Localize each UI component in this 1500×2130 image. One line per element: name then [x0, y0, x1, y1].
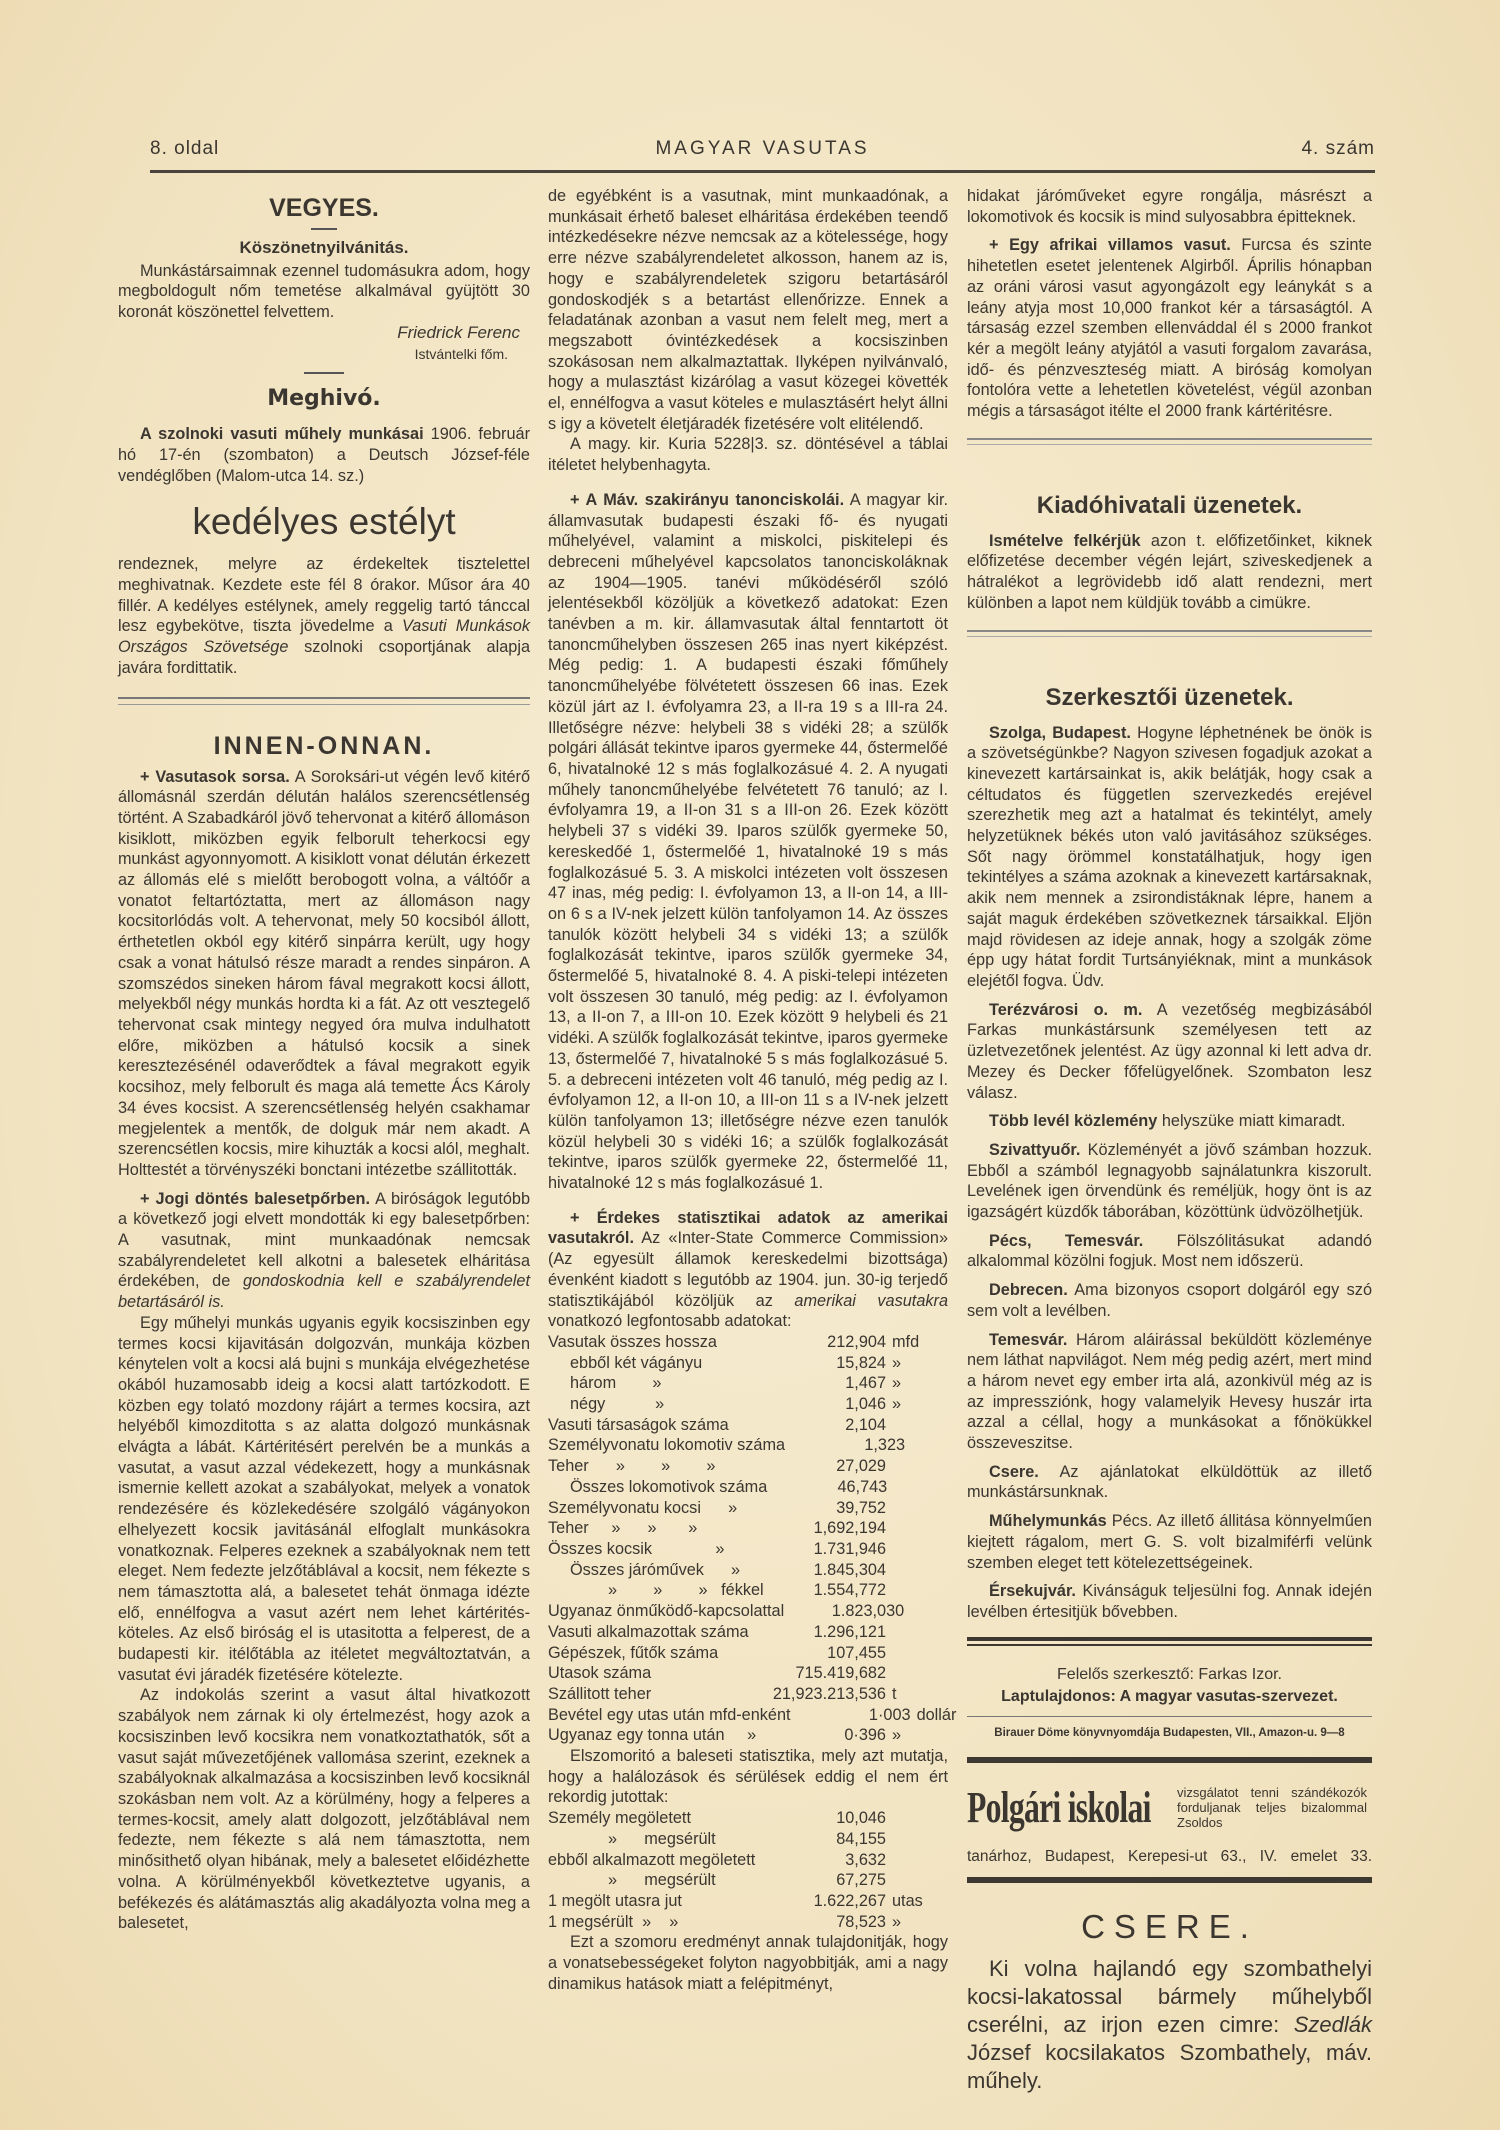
stat-value: 3,632 — [845, 1850, 886, 1869]
stat-label: Összes járóművek » — [570, 1560, 741, 1579]
message-recipient: Temesvár. — [989, 1330, 1068, 1349]
lead-text: + Vasutasok sorsa. — [140, 767, 290, 786]
article-text: Egy műhelyi munkás ugyanis egyik kocsiszinben egy termes kocsi kijavitásán dolgozván, munkája közben kénytelen volt a kocsi alá bujni s munkája elvégezhetése okából huzamosabb ideig a kocsi alatt tartózkodott. E közben egy tolató mozdony rájárt a termes kocsira, azt helyéből kimozditotta s az alatta dolgozó munkásnak elvágta a lábát. Kártéritésért perelvén be a munkás a vasutat, a vasut azzal védekezett, hogy a munkásnak ismernie kellett azokat a szabályokat, melyek a vonatok rendezésére és közlekedésére szolgáló vágányokon elhelyezett kocsik javitásánál elfoglalt munkásokra vonatkoznak. Felperes ezeknek a szabályoknak nem tett eleget. Nem fedezte jelzőtáblával a kocsit, nem fékezte s nem támasztotta alá, a balesetet tehát önmaga idézte elő, ennélfogva a vasut azért nem lehet kártérités-köteles. Az első biróság el is utasitotta a felperest, de a budapesti kir. itélőtábla az itéletet megváltoztatván, a vasutat évi járadék fizetésére kötelezte. — [118, 1313, 530, 1684]
stat-label: három » — [570, 1374, 662, 1393]
editorial-message — [967, 1140, 1372, 1223]
stat-row — [548, 1498, 948, 1519]
printer-line: Birauer Döme könyvnyomdája Budapesten, VII., Amazon-u. 9—8 — [967, 1716, 1372, 1744]
rule — [967, 1637, 1372, 1641]
stat-value: 1.845,304 — [813, 1560, 886, 1579]
stat-row — [548, 1870, 948, 1891]
italic-text: Szedlák — [1293, 2012, 1372, 2038]
stat-label: Teher » » » — [548, 1457, 716, 1476]
stat-value: 1,692,194 — [813, 1519, 886, 1538]
stat-value: 1.622,267 — [813, 1891, 886, 1910]
editorial-message — [967, 723, 1372, 992]
body-text: A biróságok legutóbb a következő jogi elvett mondották ki egy balesetpőrben: A vasutnak, mint munkaadónak nemcsak szabályrendeletet kell alkotni a balesetek elháritása érdekében, de — [118, 1189, 531, 1291]
editorial-messages — [967, 723, 1372, 1623]
section-title-csere: CSERE. — [1081, 1908, 1258, 1946]
body-text: A magyar kir. államvasutak budapesti északi fő- és nyugati műhelyével, valamint a miskolci, piskitelepi és debreceni műhelyével kapcsolatos tanonciskoláknak az 1904—1905. tanévi működéséről szóló jelentésekből közöljük a következő adatokat: Ezen tanévben a m. kir. államvasutak által fenntartott öt tanoncműhelyben összesen 265 inas nyert kiképzést. Még pedig: 1. A budapesti északi főműhely tanoncműhelyébe fölvétetett összesen 66 inas. Ezek közül járt az I. évfolyamra 23, a II-ra 19 s a III-ra 24. Illetőségre nézve: helybeli 38 s vidéki 28; a szülők polgári állását tekintve iparos gyermeke 44, őstermelőé 6, hivatalnoké 12 s más foglalkozásué 4. 2. A nyugati műhely tanoncműhelyébe felvétetett 76 tanuló; az I. évfolyamra 19, a II-on 31 s a III-on 26. Ezek között helybeli 37 s vidéki 39. Iparos szülők gyermeke 50, kereskedőé 1, őstermelőé 1, hivatalnoké 19 s más foglalkozásué 5. 3. A miskolci intézeten volt összesen 47 inas, még pedig: I. évfolyamon 13, a II-on 14, a III-on 6 s a IV-nek jelzett külön tanfolyamon 14. Az összes tanulók között helybeli 34 s vidéki 13; a szülők foglalkozását tekintve, iparos szülők gyermeke 34, őstermelőé 5, hivatalnoké 8. 4. A piski-telepi intézeten volt összesen 30 tanuló, még pedig: az I. évfolyamon 13, a II-on 7, a III-on 10. Ezek között 9 helybeli és 21 vidéki. A szülők foglalkozását tekintve, iparos gyermeke 13, őstermelőé 7, hivatalnoké 5 s más foglalkozásué 5. 5. a debreceni intézeten volt 46 tanuló, még pedig az I. évfolyamon 12, a II-on 10, a III-on 11 s a IV-nek jelzett külön tanfolyamon 13; illetőségre nézve ezen tanulók közül helybeli 30 s vidéki 16; a szülők foglalkozását tekintve, iparos szülők gyermeke 22, őstermelőé 11, hivatalnoké 12 s más foglalkozásué 1. — [548, 490, 949, 1193]
column-left — [118, 186, 530, 1934]
stat-value: 212,904 — [827, 1332, 886, 1351]
stat-row — [548, 1891, 948, 1912]
page-number: 8. oldal — [150, 138, 220, 159]
stat-label: Személy megöletett — [548, 1809, 691, 1828]
stat-label: Utasok száma — [548, 1664, 652, 1683]
stat-row — [548, 1601, 948, 1622]
stat-row — [548, 1850, 948, 1871]
divider — [311, 228, 337, 230]
body-text: vonatkozó legfontosabb adatokat: — [548, 1312, 792, 1331]
message-text: Kivánságuk teljesülni fog. Annak idején levélben értesitjük bővebben. — [967, 1582, 1372, 1621]
message-text: Közleményét a jövő számban hozzuk. Ebből a számból legnagyobb sajnálatunkra kiszorult. Levelének igen örvendünk és reméljük, hogy önt is az igazságért küzdők táborában, közöttünk üdvözölhetjük. — [967, 1140, 1372, 1222]
article-text — [967, 235, 1372, 421]
stat-label: Ugyanaz egy tonna után » — [548, 1726, 757, 1745]
section-title-innen-onnan: INNEN-ONNAN. — [213, 731, 435, 760]
stat-row — [548, 1332, 948, 1353]
stat-value: 78,523 — [836, 1912, 886, 1931]
stat-label: 1 megsérült » » — [548, 1912, 679, 1931]
stat-unit: » — [892, 1395, 902, 1414]
advertisement-polgari-iskolai — [967, 1781, 1372, 1871]
body-text: szolnoki csoportjának alapja javára fordittatik. — [118, 638, 531, 677]
editorial-message — [967, 1330, 1372, 1454]
stat-unit: mfd — [892, 1332, 920, 1351]
article-text — [118, 554, 530, 678]
header-rule — [150, 170, 1375, 173]
message-recipient: Érsekujvár. — [989, 1582, 1076, 1601]
article-text — [118, 1189, 530, 1313]
stat-value: 10,046 — [836, 1809, 886, 1828]
stat-unit — [886, 1415, 948, 1436]
rule — [967, 1757, 1372, 1763]
stat-value: 107,455 — [827, 1643, 886, 1662]
body-text: A Soroksári-ut végén levő kitérő állomásnál szerdán délután halálos szerencsétlenség történt. A Szabadkáról jövő tehervonat a kitérő állomáson kisiklott, miközben egyik felborult teherkocsi egy munkást agyonnyomott. A kisiklott vonat délután érkezett az állomás elé s mielőtt berobogott volna, a váltóőr a vonatot feltartóztatta, mert az állomáson nagy kocsitorlódás volt. A tehervonat, mely 50 kocsiból állott, érthetetlen okból egy kitérő sinpárra került, ugy hogy csak a vonat hátulsó része maradt a rendes sinpáron. A szomszédos sineken három fával megrakott kocsi állott, melyekből négy munkás hordta ki a fát. Az ott vesztegelő tehervonat csak mintegy negyed óra mulva indulhatott előre, miközben a hátulsó kocsik a sinek keresztezésénél odaverődtek a fával megrakott egyik kocsihoz, mely felborult és maga alá temette Ács Károly 34 éves kocsist. A szerencsétlenség helyén csakhamar megjelentek a mentők, de dolguk már nem akadt. A szerencsétlen kocsis, mire kihuzták a kocsi alól, meghalt. Holttestét a törvényszéki bonctani intézetbe szállitották. — [118, 767, 530, 1179]
editorial-message — [967, 1280, 1372, 1321]
article-text: de egyébként is a vasutnak, mint munkaadónak, a munkásait érhető baleset elháritása érdekében teendő intézkedésekre nézve nemcsak az a kötelessége, hogy erre nézve szabályrendeletet alkosson, hanem az is, hogy e szabályrendeletek szigoru betartásáról gondoskodjék s a betartást ellenőrizze. Ennek a feladatának azonban a vasut nem felelt meg, mert a megszabott óvintézkedések a kocsiszinben szokásosan nem alkalmaztattak. Ilyképen nyilvánvaló, hogy a mulasztást kizárólag a vasut közegei követték el, ennélfogva a vasut köteles e mulasztásért helyt állni s igy a követelt életjáradék fizetésére volt elitélendő. — [548, 187, 948, 433]
stat-value: 1,046 — [845, 1395, 886, 1414]
stat-value: 2,104 — [845, 1415, 886, 1434]
stat-row — [548, 1518, 948, 1539]
editorial-message — [967, 1511, 1372, 1573]
owner-line: Laptulajdonos: A magyar vasutas-szervezet. — [1001, 1687, 1338, 1705]
body-text: Az «Inter-State Commerce Commission» (Az egyesült államok kereskedelmi bizottsága) évenként kiadott s legutóbb az 1904. jun. 30-ig terjedő statisztikájából közöljük az — [548, 1229, 949, 1310]
page-header — [150, 138, 1375, 166]
stat-label: Személyvonatu lokomotiv száma — [548, 1436, 786, 1455]
stat-unit — [904, 1601, 966, 1622]
stat-unit: dollár — [916, 1705, 957, 1724]
stat-value: 715.419,682 — [795, 1664, 886, 1683]
message-recipient: Műhelymunkás — [989, 1512, 1107, 1531]
stat-row — [548, 1912, 948, 1933]
column-middle — [548, 186, 957, 1994]
editorial-message — [967, 1111, 1372, 1132]
ad-address: tanárhoz, Budapest, Kerepesi-ut 63., IV. emelet 33. — [967, 1848, 1372, 1866]
section-divider — [118, 697, 530, 705]
stat-value: 15,824 — [836, 1353, 886, 1372]
article-title-meghivo: Meghivó. — [267, 386, 381, 412]
section-title-szerkesztoi: Szerkesztői üzenetek. — [1045, 683, 1294, 711]
stat-unit: » — [892, 1726, 902, 1745]
message-recipient: Több levél közlemény — [989, 1112, 1158, 1131]
message-recipient: Pécs, Temesvár. — [989, 1231, 1144, 1250]
stat-value: 0·396 — [844, 1726, 886, 1745]
accident-statistics-table — [548, 1808, 948, 1932]
stat-label: ebből alkalmazott megöletett — [548, 1850, 756, 1869]
stat-unit: » — [892, 1374, 902, 1393]
message-text: Fölszólitásukat adandó alkalommal közölni fogjuk. Most nem időszerü. — [967, 1231, 1372, 1271]
stat-label: négy » — [570, 1395, 665, 1414]
stat-label: » » » fékkel — [608, 1581, 764, 1600]
stat-row — [548, 1477, 948, 1498]
section-title-kiadohivatal: Kiadóhivatali üzenetek. — [1036, 491, 1303, 519]
body-text: 1906. február hó 17-én (szombaton) a Deutsch József-féle vendéglőben (Malom-utca 14. sz.) — [118, 425, 531, 485]
stat-unit — [886, 1870, 948, 1891]
stat-value: 39,752 — [836, 1498, 886, 1517]
editorial-message — [967, 1462, 1372, 1503]
article-text — [548, 1208, 948, 1332]
article-title-koszonet: Köszönetnyilvánitás. — [239, 238, 409, 257]
stat-label: Összes kocsik » — [548, 1540, 725, 1558]
stat-row — [548, 1684, 948, 1705]
editorial-message — [967, 1000, 1372, 1104]
stat-label: Ugyanaz önműködő-kapcsolattal — [548, 1602, 785, 1621]
stat-label: » megsérült — [608, 1829, 716, 1848]
lead-text: + Érdekes statisztikai adatok az amerikai vasutakról. — [548, 1208, 948, 1248]
stat-label: 1 megölt utasra jut — [548, 1891, 682, 1910]
stat-label: Összes lokomotivok száma — [570, 1477, 768, 1496]
rule — [967, 1877, 1372, 1883]
message-text: A vezetőség megbizásából Farkas munkástársunk személyesen tett az üzletvezetőnek jelentést. Az ügy azonnal ki lett adva dr. Mezey és Decker főfelügyelőnek. Szombaton lesz válasz. — [967, 1000, 1372, 1102]
stat-row — [548, 1415, 948, 1436]
lead-text: A szolnoki vasuti műhely munkásai — [140, 425, 424, 444]
message-text: helyszüke miatt kimaradt. — [1161, 1112, 1346, 1131]
stat-row — [548, 1353, 948, 1374]
message-text: Pécs. Az illető állitása könnyelműen kiejtett rágalom, mert G. S. volt bizalmiférfi velünk szemben eleget tett kötelezettségeinek. — [967, 1512, 1372, 1572]
message-text: Hogyne léphetnének be önök is a szövetségünkbe? Nagyon szivesen fogadjuk azokat a kinevezett kartársainkat is, akik belátják, hogy csak a céltudatos és független szervezkedés erejével szerezhetik meg azt a hatalmat és tekintélyt, amely helyzetüknek békés uton való javitásához szükséges. Sőt nagy örömmel konstatálhatjuk, hogy igen tekintélyes a száma azoknak a kinevezett kartársaknak, akik nem mennek a zsirondistáknak lépre, hanem a saját maguk érdekében szövetkeznek társaikkal. Eljön majd rövidesen az ideje annak, hogy a szolgák zöme épp ugy hátat fordit Turtsányiéknak, mint a munkások elejétől fogva. Üdv. — [967, 723, 1372, 990]
stat-label: Vasutak összes hossza — [548, 1332, 717, 1351]
lead-text: Ismételve felkérjük — [989, 531, 1141, 550]
stat-value: 1.554,772 — [813, 1581, 886, 1600]
stat-label: » megsérült — [608, 1871, 716, 1890]
stat-label: ebből két vágányu — [570, 1353, 703, 1372]
stat-row — [548, 1622, 948, 1643]
message-text: Három aláirással beküldött közleménye nem láthat napvilágot. Nem még pedig azért, mert mind a három nevet egy ember irta alá, azonkivül még az is az impressziónk, hogy valamelyik Hevesy huszár irta azzal a céllal, hogy a munkásokat a főnökükkel összeveszitse. — [967, 1330, 1372, 1453]
stat-unit — [886, 1829, 948, 1850]
editor-line: Felelős szerkesztő: Farkas Izor. — [1057, 1665, 1282, 1683]
stat-value: 27,029 — [836, 1457, 886, 1476]
rule — [967, 1644, 1372, 1646]
article-text: Elszomoritó a baleseti statisztika, mely azt mutatja, hogy a halálozások és sérülések eddig el nem ért rekordig jutottak: — [548, 1747, 948, 1807]
stat-unit — [905, 1435, 967, 1456]
article-text: Az indokolás szerint a vasut által hivatkozott szabályok nem zárnak ki oly értelmezést, hogy azok a kocsiszinben levő kocsikra nem vonatkoztathatók, sőt a vasut saját művezetőjének vallomása szerint, ezeknek a szabályoknak alkalmazása a kocsiszinben levő kocsiknál szokásban nem volt. Az a körülmény, hogy a felperes a termes-kocsit, amely alatt dolgozott, jelzőtáblával nem fedezte, nem fékezte s alá nem támasztotta, nem minősithető olyan hibának, mely a balesetet előidézhette volna. A körülményekből következtetve ugyanis, a befékezés és alátámasztás alig akadályozta volna meg a balesetet, — [118, 1686, 530, 1933]
section-divider — [967, 438, 1372, 445]
newspaper-title: MAGYAR VASUTAS — [655, 138, 870, 159]
stat-unit — [886, 1580, 948, 1601]
editorial-message — [967, 1581, 1372, 1622]
stat-value: 1.731,946 — [813, 1540, 886, 1558]
stat-label: Vasuti alkalmazottak száma — [548, 1622, 749, 1641]
body-text: rendeznek, melyre az érdekeltek tisztelettel meghivatnak. Kezdete este fél 8 órakor. Műsor ára 40 fillér. A kedélyes estélynek, amely reggelig tartó tánccal lesz egybekötve, tiszta jövedelme a — [118, 555, 530, 636]
message-text: Az ajánlatokat elküldöttük az illető munkástársunknak. — [967, 1462, 1372, 1502]
stat-row — [548, 1580, 948, 1601]
stat-unit — [886, 1850, 948, 1871]
stat-label: Bevétel egy utas után mfd-enként — [548, 1705, 791, 1724]
stat-row — [548, 1539, 948, 1560]
stat-row — [548, 1643, 948, 1664]
message-recipient: Terézvárosi o. m. — [989, 1000, 1143, 1019]
stat-value: 1,323 — [864, 1436, 906, 1455]
stat-row — [548, 1456, 948, 1477]
message-recipient: Debrecen. — [989, 1281, 1068, 1300]
stat-label: Vasuti társaságok száma — [548, 1415, 729, 1434]
stat-unit — [886, 1622, 948, 1643]
message-text: Ama bizonyos csoport dolgáról egy szó sem volt a levélben. — [967, 1281, 1373, 1320]
body-text: Ki volna hajlandó egy szombathelyi kocsi-lakatossal bármely műhelyből cserélni, az irjon ezen cimre: — [967, 1956, 1372, 2038]
editorial-message — [967, 1231, 1372, 1272]
csere-text — [967, 1955, 1372, 2095]
ad-text: vizsgálatot tenni szándékozók forduljanak teljes bizalommal Zsoldos — [1177, 1785, 1367, 1831]
stat-row — [548, 1829, 948, 1850]
stat-label: Teher » » » — [548, 1519, 698, 1538]
stat-unit — [887, 1477, 949, 1498]
article-text: Munkástársaimnak ezennel tudomásukra adom, hogy megboldogult nőm temetése alkalmával gyüjtött 30 koronát köszönettel felvettem. — [118, 261, 530, 322]
stat-label: Gépészek, fűtők száma — [548, 1643, 719, 1662]
stat-row — [548, 1808, 948, 1829]
stat-unit: » — [892, 1353, 902, 1372]
stat-value: 21,923.213,536 — [772, 1684, 886, 1703]
ad-headline: Polgári iskolai — [967, 1783, 1151, 1833]
stat-unit — [886, 1808, 948, 1829]
stat-unit — [886, 1518, 948, 1539]
body-text: József kocsilakatos Szombathely, máv. műhely. — [967, 2040, 1372, 2094]
body-text: Furcsa és szinte hihetetlen esetet jelentenek Algirből. Április hónapban az oráni városi vasut agyongázolt egy leánykát s a leány atyja most 10,000 frankot kér a társaságtól. A társaság ezzel szemben ellenváddal él s 2000 frankot kér a megölt leány atyjától a vasuti forgalom zavarása, idő- és pénzveszteség miatt. A biróság komolyan fontolóra vette a lehetetlen követelést, végül azonban mégis a társaságot itélte el 2000 frank kártéritésre. — [967, 236, 1372, 421]
italic-text: Vasuti Munkások Országos Szövetsége — [118, 617, 530, 657]
stat-unit — [886, 1539, 948, 1560]
signature-role: Istvántelki főm. — [414, 345, 508, 362]
stat-unit — [886, 1456, 948, 1477]
stat-value: 67,275 — [836, 1871, 886, 1890]
stat-row — [548, 1560, 948, 1581]
stat-unit: » — [892, 1912, 902, 1931]
article-text: Ezt a szomoru eredményt annak tulajdonitják, hogy a vonatsebességeket folyton nagyobbitják, ami a nagy dinamikus hatások miatt a felépitményt, — [548, 1933, 948, 1993]
message-recipient: Csere. — [989, 1462, 1039, 1481]
stat-unit: utas — [892, 1891, 923, 1910]
article-text — [967, 531, 1372, 614]
stat-value: 1·003 — [868, 1705, 911, 1724]
event-title: kedélyes estélyt — [192, 501, 456, 543]
stat-unit — [886, 1643, 948, 1664]
lead-text: + Egy afrikai villamos vasut. — [989, 236, 1231, 255]
stat-value: 1.296,121 — [813, 1622, 886, 1641]
stat-row — [548, 1725, 948, 1746]
stat-value: 1.823,030 — [831, 1602, 905, 1621]
italic-text: gondoskodnia kell e szabályrendelet betartásáról is. — [118, 1272, 530, 1312]
article-text — [548, 490, 948, 1194]
stat-row — [548, 1435, 948, 1456]
signature-name: Friedrick Ferenc — [397, 322, 520, 342]
stat-unit — [886, 1663, 948, 1684]
stat-value: 46,743 — [837, 1477, 888, 1496]
message-recipient: Szivattyuőr. — [989, 1140, 1081, 1159]
lead-text: + A Máv. szakirányu tanonciskolái. — [570, 490, 845, 509]
italic-text: amerikai vasutakra — [794, 1291, 948, 1310]
message-recipient: Szolga, Budapest. — [989, 723, 1131, 742]
stat-unit — [886, 1498, 948, 1519]
section-divider — [967, 630, 1372, 637]
article-text — [118, 767, 530, 1181]
stat-row — [548, 1373, 948, 1394]
issue-number: 4. szám — [1301, 138, 1375, 159]
article-text: A magy. kir. Kuria 5228|3. sz. döntésével a táblai itéletet helybenhagyta. — [548, 435, 948, 475]
stat-row — [548, 1663, 948, 1684]
statistics-table — [548, 1332, 957, 1746]
column-right — [967, 186, 1372, 2095]
stat-value: 1,467 — [845, 1374, 886, 1393]
stat-value: 84,155 — [836, 1829, 886, 1848]
stat-row — [548, 1394, 948, 1415]
stat-row — [548, 1705, 957, 1726]
body-text: azon t. előfizetőinket, kiknek előfizetése december végén lejárt, sziveskedjenek a hátralékot a legrövidebb idő alatt rendezni, mert különben a lapot nem küldjük tovább a cimükre. — [967, 531, 1372, 612]
section-title-vegyes: VEGYES. — [269, 194, 379, 222]
lead-text: + Jogi döntés balesetpőrben. — [140, 1189, 371, 1208]
stat-label: Szállitott teher — [548, 1684, 652, 1703]
stat-unit: t — [892, 1684, 897, 1703]
divider — [304, 372, 344, 374]
stat-label: Személyvonatu kocsi » — [548, 1498, 738, 1517]
article-text: hidakat járóműveket egyre rongálja, másrészt a lokomotivok és kocsik is mind sulyosabbra épitteknek. — [967, 187, 1372, 226]
stat-unit — [886, 1560, 948, 1581]
article-text — [118, 424, 530, 486]
